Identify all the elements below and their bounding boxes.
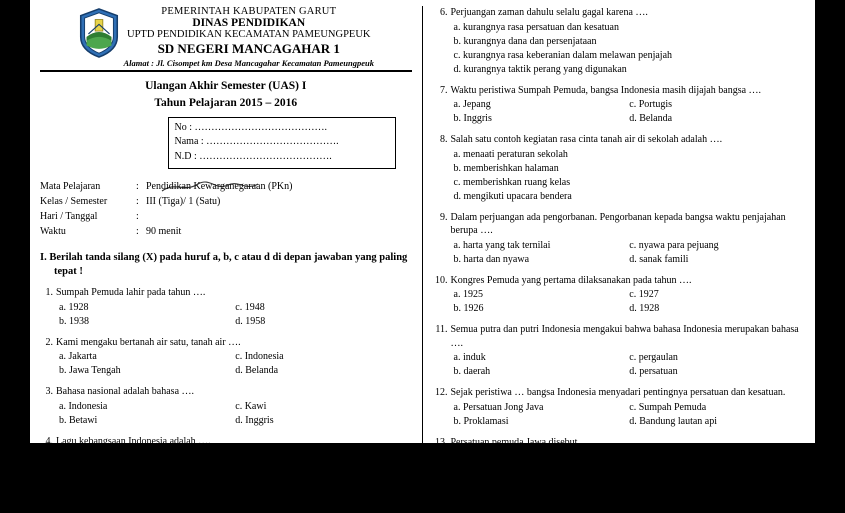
meta-row-date xyxy=(40,209,412,224)
question-number: 9. xyxy=(440,211,448,223)
question-number: 4. xyxy=(45,435,53,447)
option-a[interactable]: a. Jakarta xyxy=(59,351,97,363)
option-list xyxy=(435,148,806,204)
identity-box-wrapper xyxy=(40,117,412,170)
question-number: 14. xyxy=(435,486,448,497)
option-b[interactable]: b. 1926 xyxy=(453,303,484,314)
option-d[interactable]: d. 1958 xyxy=(235,315,266,327)
option-list xyxy=(435,98,806,126)
option-c[interactable]: c. Hari Merdeka xyxy=(235,450,301,462)
question-body: Persatuan pemuda Jawa disebut …. xyxy=(450,436,593,448)
meta-key-class: Kelas / Semester xyxy=(40,196,108,207)
option-list xyxy=(435,450,806,478)
header-line-government: PEMERINTAH KABUPATEN GARUT xyxy=(161,6,337,17)
question-text-row xyxy=(40,484,412,498)
option-d[interactable]: d. Inggris xyxy=(235,414,274,426)
right-column xyxy=(423,6,806,497)
question-body: Kongres Pemuda yang pertama dilaksanakan pada tahun …. xyxy=(450,274,692,286)
identity-field-nama: Nama : …………………………………. xyxy=(174,136,339,147)
option-b[interactable]: b. daerah xyxy=(453,366,491,377)
question-number: 6. xyxy=(440,7,448,18)
option-c[interactable]: c. Portugis xyxy=(629,99,673,110)
left-column xyxy=(40,6,423,511)
option-c[interactable]: c. Indonesia xyxy=(235,351,284,363)
question-text-row xyxy=(40,435,412,449)
meta-sep-date: : xyxy=(136,211,139,222)
header-line-school-name: SD NEGERI MANCAGAHAR 1 xyxy=(157,41,340,56)
header-line-address: Alamat : Jl. Cisompet km Desa Mancagahar Kecamatan Pameungpeuk xyxy=(123,58,375,68)
option-a[interactable]: a. induk xyxy=(453,352,486,363)
meta-value-subject: Pendidikan Kewarganegaraan (PKn) xyxy=(146,181,293,192)
question-item xyxy=(40,484,412,513)
option-list xyxy=(40,301,412,329)
question-item xyxy=(435,84,806,127)
question-number: 1. xyxy=(45,287,53,299)
meta-sep-duration: : xyxy=(136,226,139,237)
section-instruction-line-2: tepat ! xyxy=(54,266,83,278)
exam-metadata xyxy=(40,179,412,239)
meta-key-duration: Waktu xyxy=(40,226,66,237)
option-a[interactable]: a. 1928 xyxy=(59,301,89,313)
meta-key-date: Hari / Tanggal xyxy=(40,211,98,222)
option-c[interactable]: c. 1927 xyxy=(629,289,659,300)
question-body: Sejak peristiwa … bangsa Indonesia menyadari pentingnya persatuan dan kesatuan. xyxy=(450,387,786,398)
option-a[interactable]: a. harta yang tak ternilai xyxy=(453,239,551,251)
option-b[interactable]: b. Indonesia Raya xyxy=(59,464,131,476)
question-text-row xyxy=(40,385,412,399)
question-item xyxy=(435,323,806,379)
document-header xyxy=(40,6,412,72)
option-c[interactable]: c. Sumpah Pemuda xyxy=(629,401,707,413)
option-c[interactable]: c. martabatnya xyxy=(235,499,295,511)
option-d[interactable]: d. Belanda xyxy=(235,365,279,377)
option-d[interactable]: d. kurangnya taktik perang yang digunakan xyxy=(453,63,627,75)
question-item xyxy=(40,385,412,428)
option-list xyxy=(40,350,412,378)
question-text-row xyxy=(435,133,806,147)
question-number: 2. xyxy=(45,336,53,348)
option-d[interactable]: d. mengikuti upacara bendera xyxy=(453,190,572,202)
option-list xyxy=(40,499,412,513)
option-b[interactable]: b. 1938 xyxy=(59,315,89,327)
option-b[interactable]: b. Proklamasi xyxy=(453,415,509,427)
question-number: 11. xyxy=(435,324,448,335)
option-list xyxy=(40,449,412,477)
option-b[interactable]: b. Jawa Tengah xyxy=(59,365,121,377)
option-d[interactable]: d. Jong Sumatra xyxy=(629,465,694,476)
question-item xyxy=(435,436,806,479)
question-body: Dalam perjuangan ada pengorbanan. Pengorbanan kepada bangsa waktu penjajahan berupa …. xyxy=(450,211,786,236)
option-a[interactable]: a. Indonesia xyxy=(59,400,108,412)
question-text-row xyxy=(40,286,412,300)
question-item xyxy=(435,274,806,317)
question-number: 10. xyxy=(435,274,448,286)
identity-field-nd: N.D : …………………………………. xyxy=(174,150,332,162)
meta-row-subject xyxy=(40,179,412,194)
option-d[interactable]: d. 1928 xyxy=(629,303,660,314)
meta-value-class: III (Tiga)/ 1 (Satu) xyxy=(146,196,221,207)
question-text-row xyxy=(435,84,806,98)
question-text-row xyxy=(435,386,806,400)
option-a[interactable]: a. pribadi xyxy=(59,499,97,511)
header-line-uptd: UPTD PENDIDIKAN KECAMATAN PAMEUNGPEUK xyxy=(127,29,371,40)
question-text-row xyxy=(435,436,806,450)
option-a[interactable]: a. Jepang xyxy=(453,99,491,110)
question-text-row xyxy=(435,211,806,238)
question-number: 7. xyxy=(440,84,448,96)
option-b[interactable]: b. memberishkan halaman xyxy=(453,162,559,174)
option-d[interactable]: d. Bandung lautan api xyxy=(629,415,718,427)
option-list xyxy=(435,288,806,316)
option-a[interactable]: a. Indonesia Merdeka xyxy=(59,450,146,462)
meta-value-date xyxy=(146,209,412,224)
option-b[interactable]: b. Jong Borneo xyxy=(453,465,515,476)
option-a[interactable]: a. 1925 xyxy=(453,289,483,300)
question-body: Tri Kara Darma berubah nama menjadi … xyxy=(450,486,621,497)
option-a[interactable]: a. menaati peraturan sekolah xyxy=(453,148,568,160)
option-c[interactable]: c. kurangnya rasa keberanian dalam melawan penjajah xyxy=(453,49,673,61)
school-logo-icon xyxy=(78,8,120,58)
question-body: Bahasa nasional adalah bahasa …. xyxy=(56,386,195,398)
question-body: Para pejuang berjuang demi kepentingan …. xyxy=(56,485,235,497)
option-d[interactable]: d. Indonesia Pusaka xyxy=(235,464,315,476)
question-number: 8. xyxy=(440,134,448,145)
question-item xyxy=(435,211,806,267)
option-b[interactable]: b. kurangnya dana dan persenjataan xyxy=(453,35,597,47)
option-c[interactable]: c. memberishkan ruang kelas xyxy=(453,176,571,188)
question-body: Waktu peristiwa Sumpah Pemuda, bangsa Indonesia masih dijajah bangsa …. xyxy=(450,84,762,96)
question-number: 13. xyxy=(435,436,448,448)
option-b[interactable]: b. Inggris xyxy=(453,113,492,124)
option-d[interactable]: d. persatuan xyxy=(629,366,678,377)
question-body: Salah satu contoh kegiatan rasa cinta tanah air di sekolah adalah …. xyxy=(450,134,723,145)
question-text-row xyxy=(435,323,806,350)
option-a[interactable]: a. Persatuan Jong Java xyxy=(453,401,544,413)
question-body: Sumpah Pemuda lahir pada tahun …. xyxy=(56,287,206,299)
question-body: Lagu kebangsaan Indonesia adalah …. xyxy=(56,435,211,447)
question-text-row xyxy=(435,485,806,499)
option-list xyxy=(435,21,806,77)
option-list xyxy=(435,239,806,267)
option-a[interactable]: a. Jong Celebes xyxy=(453,451,516,462)
meta-row-class xyxy=(40,194,412,209)
question-text-row xyxy=(435,6,806,20)
question-item xyxy=(435,6,806,77)
question-item xyxy=(40,336,412,379)
meta-sep-class: : xyxy=(136,196,139,207)
question-body: Perjuangan zaman dahulu selalu gagal karena …. xyxy=(450,7,648,18)
option-c[interactable]: c. pergaulan xyxy=(629,352,678,363)
option-c[interactable]: c. 1948 xyxy=(235,301,265,313)
meta-row-duration xyxy=(40,224,412,239)
option-c[interactable]: c. nyawa para pejuang xyxy=(629,239,719,251)
meta-value-duration: 90 menit xyxy=(146,226,182,237)
question-number: 12. xyxy=(435,387,448,398)
meta-key-subject: Mata Pelajaran xyxy=(40,181,101,192)
question-text-row xyxy=(435,274,806,288)
question-item xyxy=(40,435,412,478)
option-list xyxy=(435,401,806,429)
meta-sep-subject: : xyxy=(136,181,139,192)
question-item xyxy=(435,133,806,204)
option-list xyxy=(435,351,806,379)
option-d[interactable]: d. Belanda xyxy=(629,113,673,124)
header-line-department: DINAS PENDIDIKAN xyxy=(192,17,306,29)
option-c[interactable]: c. Kawi xyxy=(235,400,267,412)
option-b[interactable]: b. harta dan nyawa xyxy=(453,253,530,265)
exam-title-line-2: Tahun Pelajaran 2015 – 2016 xyxy=(154,97,298,110)
identity-field-no: No : …………………………………. xyxy=(174,121,327,133)
exam-paper-page xyxy=(30,0,815,511)
option-d[interactable]: d. sanak famili xyxy=(629,253,689,265)
question-text-row xyxy=(40,336,412,350)
exam-title xyxy=(40,78,412,113)
option-c[interactable]: c. Jong Java xyxy=(629,451,678,462)
question-item xyxy=(40,286,412,329)
two-column-layout xyxy=(40,6,805,511)
question-number: 5. xyxy=(45,485,53,497)
option-a[interactable]: a. kurangnya rasa persatuan dan kesatuan xyxy=(453,21,619,33)
exam-title-line-1: Ulangan Akhir Semester (UAS) I xyxy=(145,80,307,92)
section-instruction-line-1: I. Berilah tanda silang (X) pada huruf a, b, c atau d di depan jawaban yang paling xyxy=(40,252,408,263)
option-list xyxy=(40,400,412,428)
student-identity-box xyxy=(168,117,396,170)
question-body: Kami mengaku bertanah air satu, tanah air …. xyxy=(56,336,241,348)
question-body: Semua putra dan putri Indonesia mengakui bahwa bahasa Indonesia merupakan bahasa …. xyxy=(450,324,799,349)
option-b[interactable]: b. Betawi xyxy=(59,414,98,426)
question-item xyxy=(435,485,806,499)
question-item xyxy=(435,386,806,429)
question-number: 3. xyxy=(45,386,53,398)
section-instruction xyxy=(40,251,412,279)
